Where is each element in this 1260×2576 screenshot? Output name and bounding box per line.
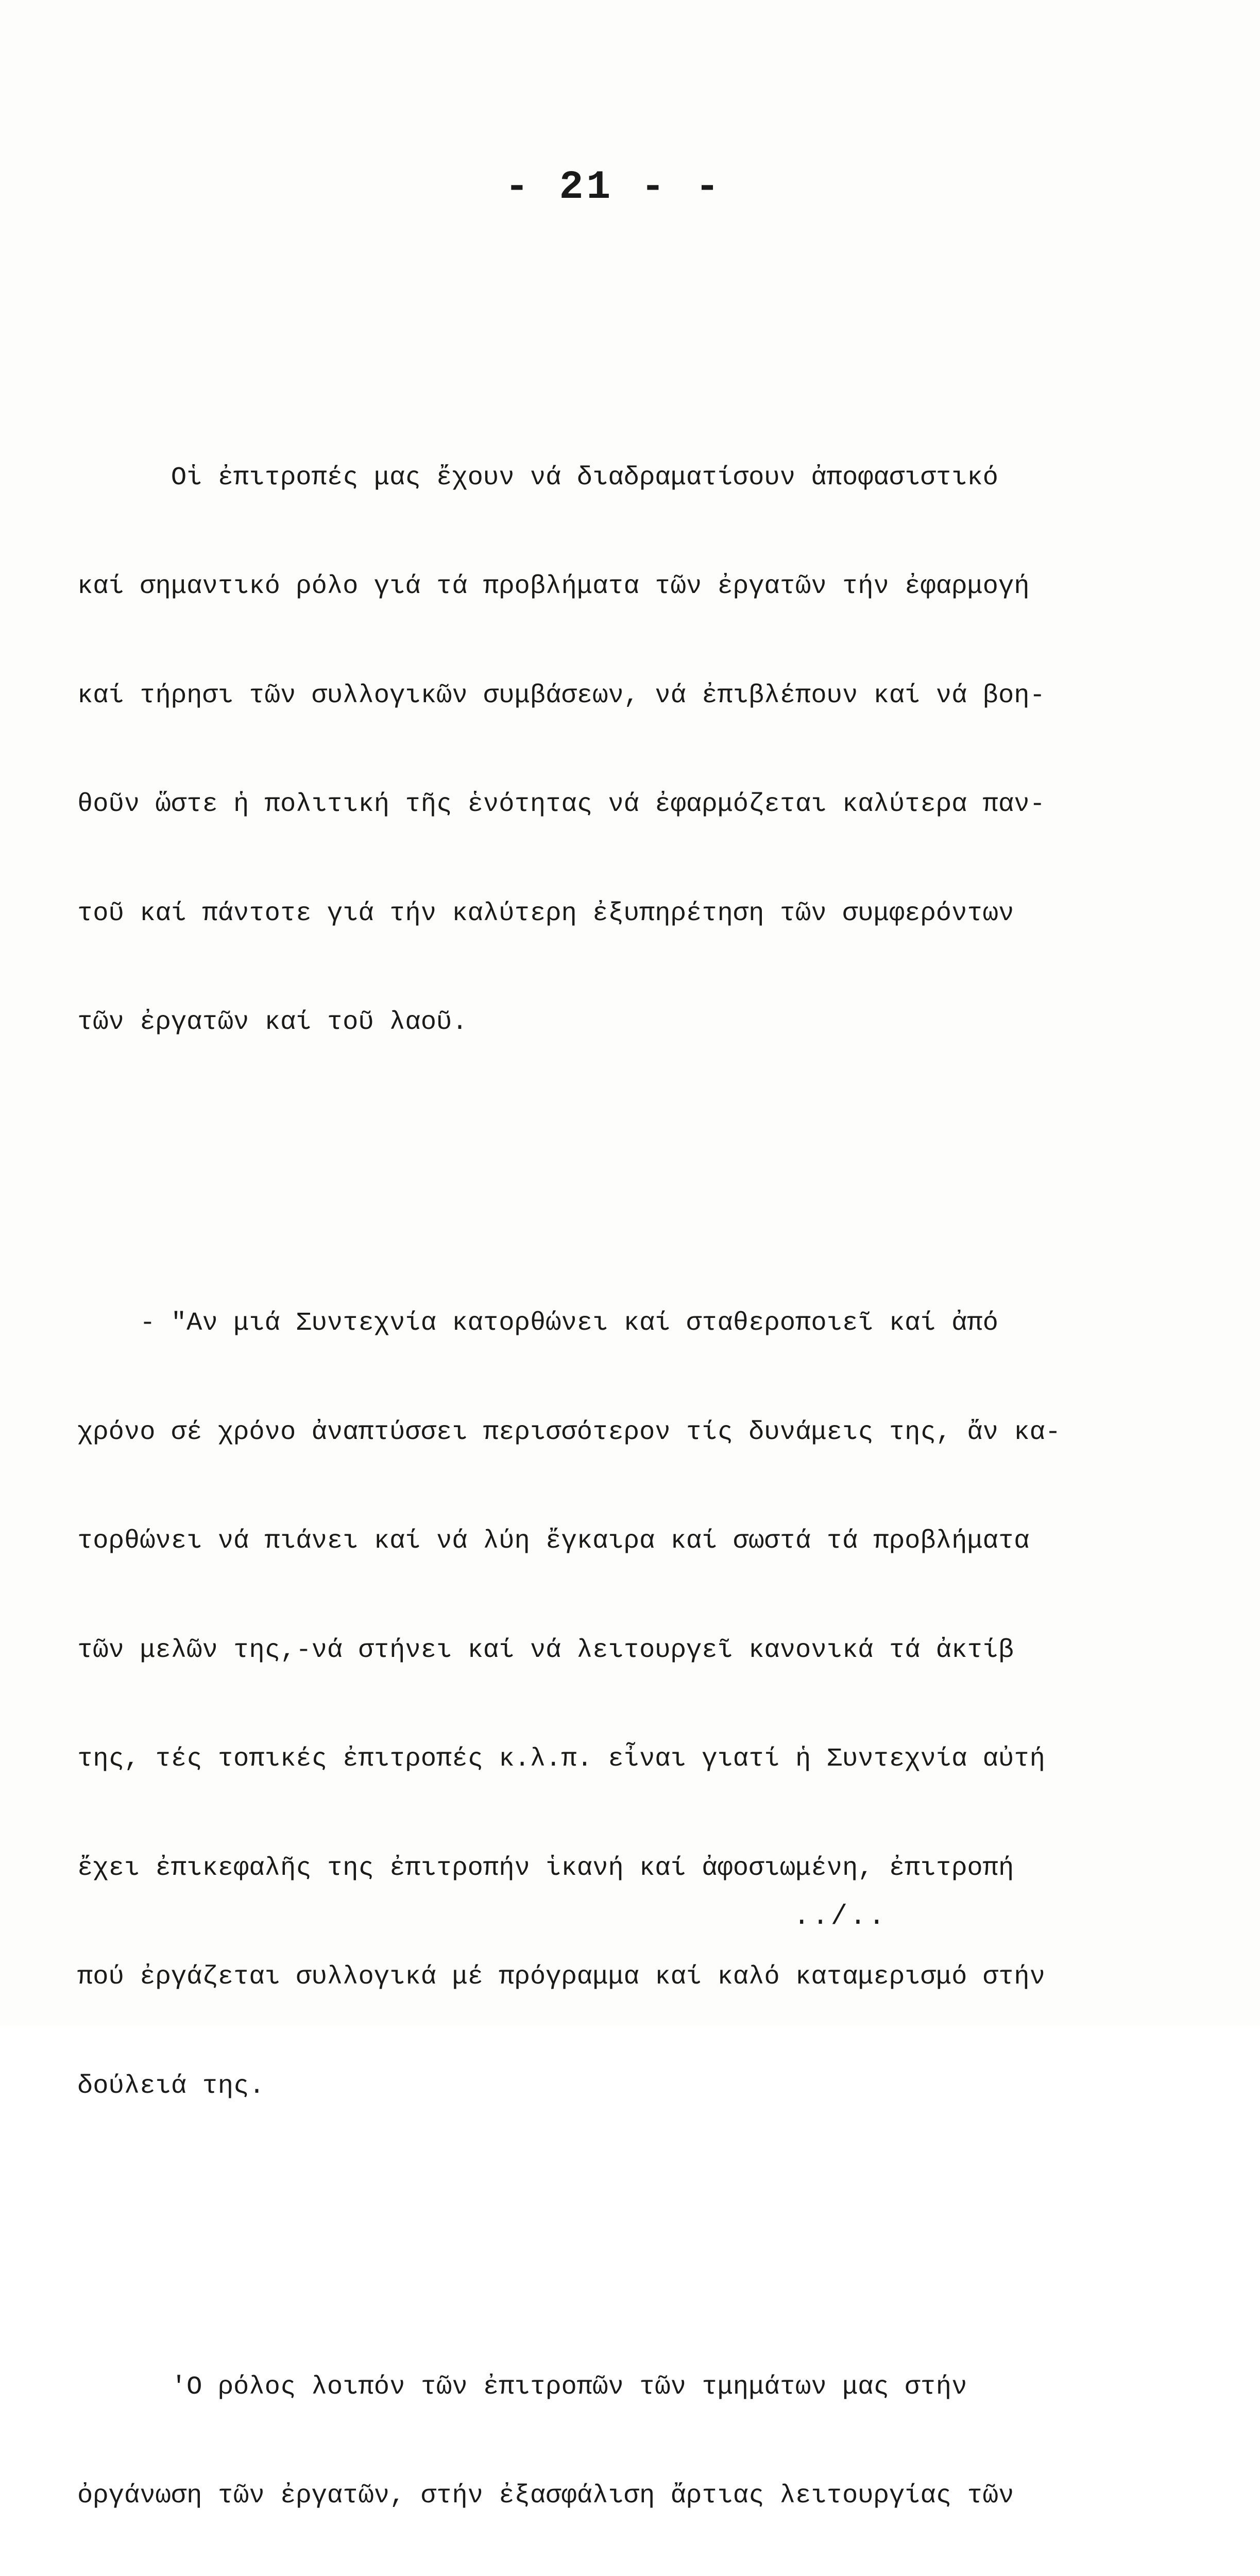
text-line: - "Αν μιά Συντεχνία κατορθώνει καί σταθεροποιεῖ καί ἀπό xyxy=(77,1306,1159,1342)
paragraph-committees-role xyxy=(77,387,1159,1114)
text-line: θοῦν ὥστε ἡ πολιτική τῆς ἑνότητας νά ἐφαρμόζεται καλύτερα παν- xyxy=(77,787,1159,823)
text-line: τοῦ καί πάντοτε γιά τήν καλύτερη ἐξυπηρέτηση τῶν συμφερόντων xyxy=(77,896,1159,933)
text-line: 'Ο ρόλος λοιπόν τῶν ἐπιτροπῶν τῶν τμημάτων μας στήν xyxy=(77,2369,1159,2406)
text-line: καί σημαντικό ρόλο γιά τά προβλήματα τῶν ἐργατῶν τήν ἐφαρμογή xyxy=(77,569,1159,605)
text-line: τῶν ἐργατῶν καί τοῦ λαοῦ. xyxy=(77,1005,1159,1041)
text-line: πού ἐργάζεται συλλογικά μέ πρόγραμμα καί καλό καταμερισμό στήν xyxy=(77,1959,1159,1996)
continuation-mark: ../.. xyxy=(793,1901,887,1933)
text-line: καί τήρησι τῶν συλλογικῶν συμβάσεων, νά ἐπιβλέπουν καί νά βοη- xyxy=(77,678,1159,715)
paragraph-section-committees xyxy=(77,2297,1159,2576)
text-line: δούλειά της. xyxy=(77,2069,1159,2105)
page-number: - 21 - - xyxy=(505,165,722,210)
text-line: ἔχει ἐπικεφαλῆς της ἐπιτροπήν ἱκανή καί ἀφοσιωμένη, ἐπιτροπή xyxy=(77,1851,1159,1887)
text-line: ὀργάνωση τῶν ἐργατῶν, στήν ἐξασφάλιση ἄρτιας λειτουργίας τῶν xyxy=(77,2478,1159,2515)
text-line: Οἱ ἐπιτροπές μας ἔχουν νά διαδραματίσουν ἀποφασιστικό xyxy=(77,460,1159,497)
paragraph-union-strength xyxy=(77,1233,1159,2177)
text-line: τορθώνει νά πιάνει καί νά λύη ἔγκαιρα καί σωστά τά προβλήματα xyxy=(77,1523,1159,1560)
text-line: της, τές τοπικές ἐπιτροπές κ.λ.π. εἶναι γιατί ἡ Συντεχνία αὐτή xyxy=(77,1741,1159,1778)
document-body xyxy=(77,278,1159,2576)
text-line: τῶν μελῶν της,-νά στήνει καί νά λειτουργεῖ κανονικά τά ἀκτίβ xyxy=(77,1633,1159,1669)
text-line: χρόνο σέ χρόνο ἀναπτύσσει περισσότερον τίς δυνάμεις της, ἄν κα- xyxy=(77,1415,1159,1451)
